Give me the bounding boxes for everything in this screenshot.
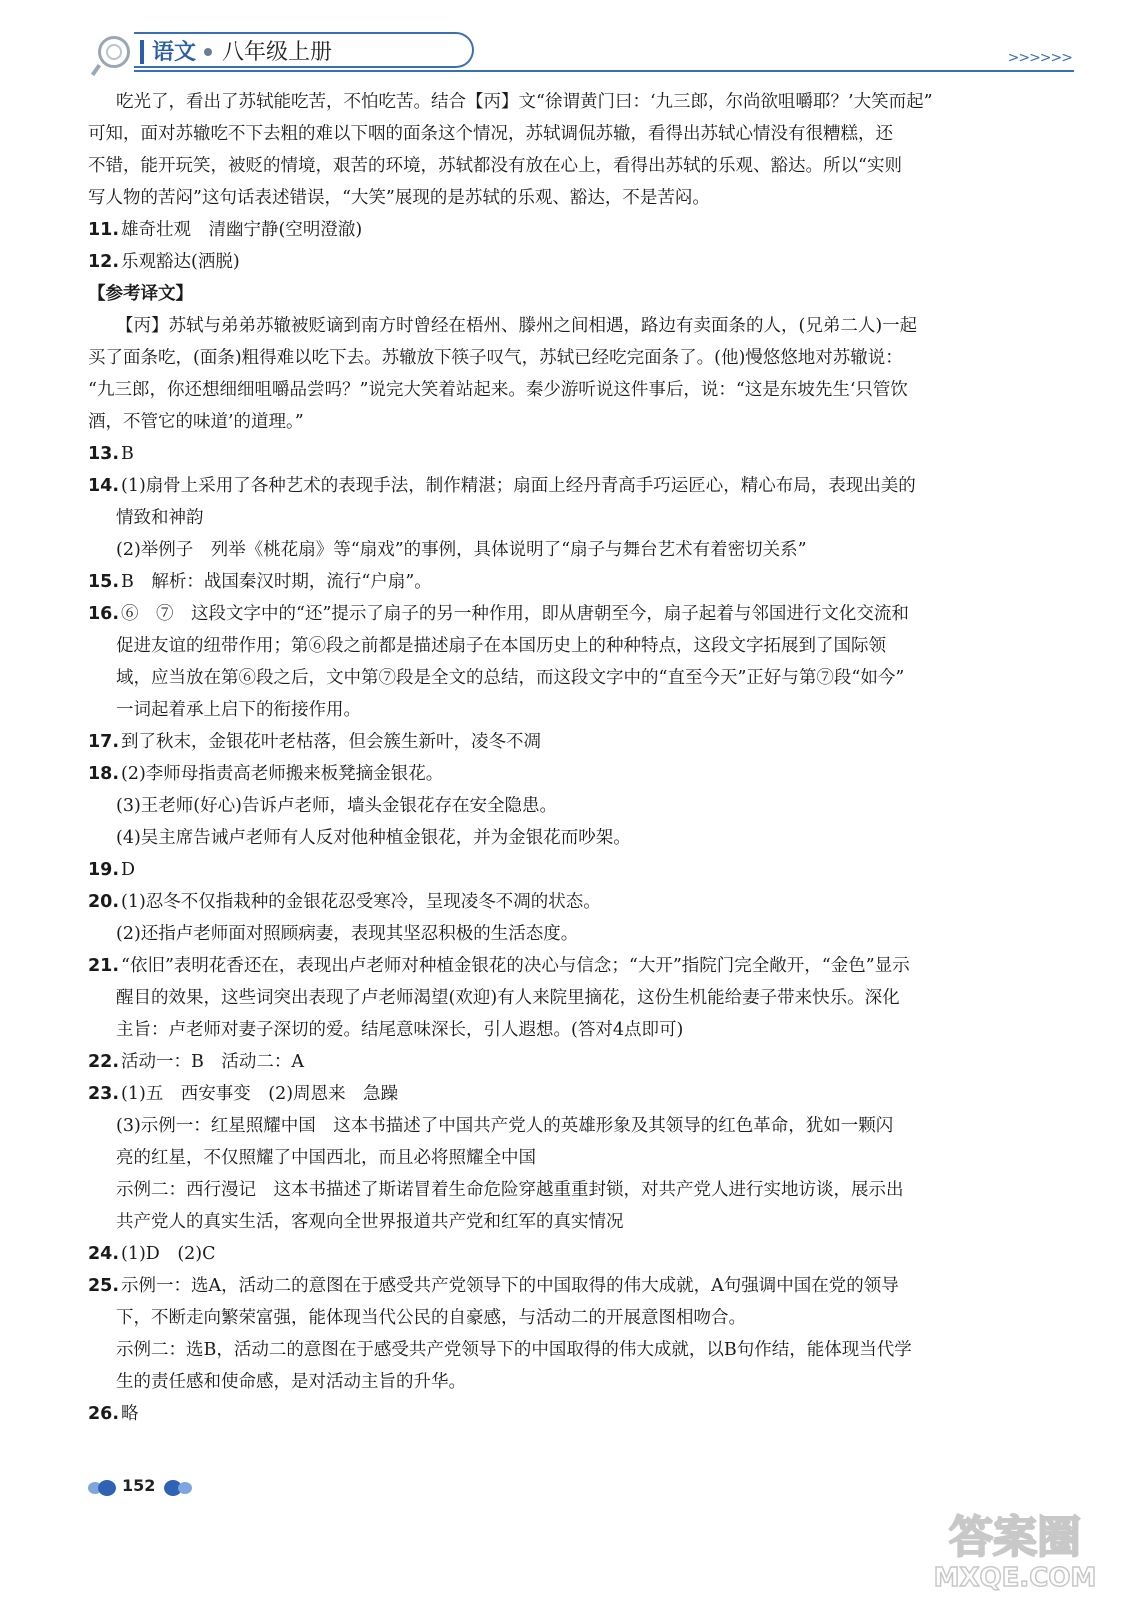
watermark-logo xyxy=(920,1500,1110,1596)
answer-text: 雄奇壮观 清幽宁静(空明澄澈) xyxy=(121,220,363,240)
page-footer xyxy=(88,1474,208,1504)
text-line: 酒，不管它的味道’的道理。” xyxy=(88,412,304,432)
text-line: 示例二：选B，活动二的意图在于感受共产党领导下的中国取得的伟大成就，以B句作结，能体现当代学 xyxy=(116,1340,912,1360)
answer-text: 乐观豁达(洒脱) xyxy=(121,252,240,272)
answer-text: ⑥ ⑦ 这段文字中的“还”提示了扇子的另一种作用，即从唐朝至今，扇子起着与邻国进行文化交流和 xyxy=(121,604,909,624)
separator-dot xyxy=(204,48,212,56)
answer-text: 略 xyxy=(121,1404,139,1424)
text-line: (3)示例一：红星照耀中国 这本书描述了中国共产党人的英雄形象及其领导的红色革命，犹如一颗闪 xyxy=(116,1116,894,1136)
answer-text: D xyxy=(121,860,136,880)
text-line: 一词起着承上启下的衔接作用。 xyxy=(116,700,361,720)
answer-text: (1)忍冬不仅指栽种的金银花忍受寒冷，呈现凌冬不凋的状态。 xyxy=(121,892,601,912)
text-line: 生的责任感和使命感，是对活动主旨的升华。 xyxy=(116,1372,466,1392)
text-line: 下，不断走向繁荣富强，能体现当代公民的自豪感，与活动二的开展意图相吻合。 xyxy=(116,1308,746,1328)
text-line: (3)王老师(好心)告诉卢老师，墙头金银花存在安全隐患。 xyxy=(116,796,557,816)
answer-text: (2)李师母指责高老师搬来板凳摘金银花。 xyxy=(121,764,444,784)
answer-text: 活动一：B 活动二：A xyxy=(121,1052,305,1072)
reference-translation-title: 【参考译文】 xyxy=(88,284,193,304)
answer-item xyxy=(88,214,1054,246)
text-line: 情致和神韵 xyxy=(116,508,204,528)
answer-item xyxy=(88,1078,1054,1110)
subject-title: 语文 xyxy=(152,40,197,65)
answer-item xyxy=(88,470,1054,502)
svg-text:答案圈: 答案圈 xyxy=(949,1512,1081,1563)
magnifier-logo-icon xyxy=(98,36,130,68)
question-number: 15. xyxy=(88,572,120,592)
answer-text: B 解析：战国秦汉时期，流行“户扇”。 xyxy=(121,572,432,592)
question-number: 23. xyxy=(88,1084,120,1104)
answer-text: 示例一：选A，活动二的意图在于感受共产党领导下的中国取得的伟大成就，A句强调中国在党的领导 xyxy=(121,1276,899,1296)
answer-item xyxy=(88,758,1054,790)
text-line: 不错，能开玩笑，被贬的情境，艰苦的环境，苏轼都没有放在心上，看得出苏轼的乐观、豁达。所以“实则 xyxy=(88,156,902,176)
text-line: 吃光了，看出了苏轼能吃苦，不怕吃苦。结合【丙】文“徐谓黄门曰：‘九三郎，尔尚欲咀嚼耶？’大笑而起” xyxy=(116,92,933,112)
answer-item xyxy=(88,246,1054,278)
text-line: (2)举例子 列举《桃花扇》等“扇戏”的事例，具体说明了“扇子与舞台艺术有着密切关系” xyxy=(116,540,807,560)
text-line: 共产党人的真实生活，客观向全世界报道共产党和红军的真实情况 xyxy=(116,1212,624,1232)
answer-text: B xyxy=(121,444,134,464)
answer-item xyxy=(88,1238,1054,1270)
question-number: 11. xyxy=(88,220,120,240)
answer-item xyxy=(88,438,1054,470)
text-line: 【丙】苏轼与弟弟苏辙被贬谪到南方时曾经在梧州、滕州之间相遇，路边有卖面条的人，(兄弟二人)一起 xyxy=(116,316,918,336)
text-line: 示例二：西行漫记 这本书描述了斯诺冒着生命危险穿越重重封锁，对共产党人进行实地访谈，展示出 xyxy=(116,1180,904,1200)
question-number: 18. xyxy=(88,764,120,784)
text-line: 写人物的苦闷”这句话表述错误，“大笑”展现的是苏轼的乐观、豁达，不是苦闷。 xyxy=(88,188,710,208)
page-number: 152 xyxy=(122,1476,156,1495)
answer-item xyxy=(88,1270,1054,1302)
text-line: 域，应当放在第⑥段之后，文中第⑦段是全文的总结，而这段文字中的“直至今天”正好与第⑦段“如今” xyxy=(116,668,905,688)
answer-text: (1)D (2)C xyxy=(121,1244,216,1264)
text-line: (4)吴主席告诫卢老师有人反对他种植金银花，并为金银花而吵架。 xyxy=(116,828,631,848)
decorative-dot-icon xyxy=(178,1482,192,1494)
text-line: 亮的红星，不仅照耀了中国西北，而且必将照耀全中国 xyxy=(116,1148,536,1168)
text-line: 买了面条吃，(面条)粗得难以吃下去。苏辙放下筷子叹气，苏轼已经吃完面条了。(他)慢悠悠地对苏辙说： xyxy=(88,348,903,368)
answer-item xyxy=(88,854,1054,886)
answer-text: (1)五 西安事变 (2)周恩来 急躁 xyxy=(121,1084,399,1104)
grade-title: 八年级上册 xyxy=(222,40,333,65)
answer-text: 到了秋末，金银花叶老枯落，但会簇生新叶，凌冬不凋 xyxy=(121,732,542,752)
answer-item xyxy=(88,598,1054,630)
header-accent-bar xyxy=(140,40,144,64)
header-rule xyxy=(134,70,1074,72)
question-number: 12. xyxy=(88,252,120,272)
question-number: 16. xyxy=(88,604,120,624)
answer-item xyxy=(88,886,1054,918)
answer-text: (1)扇骨上采用了各种艺术的表现手法，制作精湛；扇面上经丹青高手巧运匠心，精心布局，表现出美的 xyxy=(121,476,916,496)
text-line: 醒目的效果，这些词突出表现了卢老师渴望(欢迎)有人来院里摘花，这份生机能给妻子带来快乐。深化 xyxy=(116,988,900,1008)
magnifier-handle-icon xyxy=(91,64,101,76)
answer-item xyxy=(88,566,1054,598)
text-line: 主旨：卢老师对妻子深切的爱。结尾意味深长，引人遐想。(答对4点即可) xyxy=(116,1020,684,1040)
text-line: 可知，面对苏辙吃不下去粗的难以下咽的面条这个情况，苏轼调侃苏辙，看得出苏轼心情没有很糟糕，还 xyxy=(88,124,893,144)
answer-item xyxy=(88,1046,1054,1078)
question-number: 24. xyxy=(88,1244,120,1264)
question-number: 22. xyxy=(88,1052,120,1072)
answer-content xyxy=(88,86,1054,1430)
text-line: (2)还指卢老师面对照顾病妻，表现其坚忍积极的生活态度。 xyxy=(116,924,579,944)
answer-item xyxy=(88,1398,1054,1430)
question-number: 19. xyxy=(88,860,120,880)
question-number: 14. xyxy=(88,476,120,496)
arrows-decoration: >>>>>> xyxy=(1007,50,1072,66)
answer-item xyxy=(88,726,1054,758)
page-header xyxy=(88,30,1078,84)
decorative-dot-icon xyxy=(98,1480,116,1496)
question-number: 20. xyxy=(88,892,120,912)
question-number: 21. xyxy=(88,956,120,976)
question-number: 17. xyxy=(88,732,120,752)
svg-text:MXQE.COM: MXQE.COM xyxy=(933,1563,1097,1593)
question-number: 25. xyxy=(88,1276,120,1296)
text-line: 促进友谊的纽带作用；第⑥段之前都是描述扇子在本国历史上的种种特点，这段文字拓展到了国际领 xyxy=(116,636,886,656)
question-number: 26. xyxy=(88,1404,120,1424)
text-line: “九三郎，你还想细细咀嚼品尝吗？”说完大笑着站起来。秦少游听说这件事后，说：“这是东坡先生‘只管饮 xyxy=(88,380,908,400)
answer-item xyxy=(88,950,1054,982)
answer-text: “依旧”表明花香还在，表现出卢老师对种植金银花的决心与信念；“大开”指院门完全敞开，“金色”显示 xyxy=(121,956,910,976)
question-number: 13. xyxy=(88,444,120,464)
